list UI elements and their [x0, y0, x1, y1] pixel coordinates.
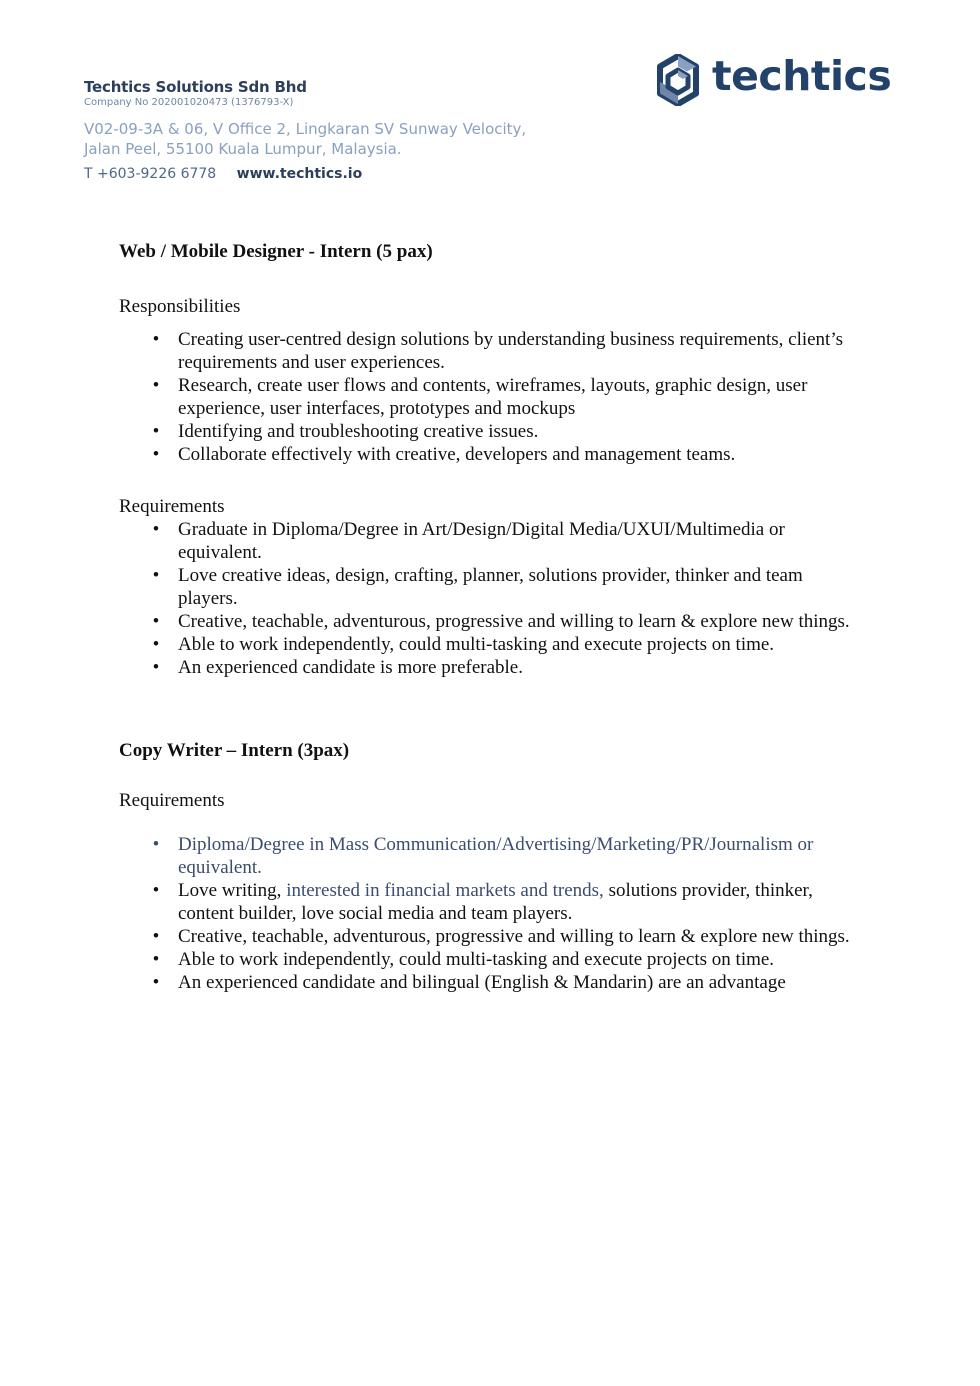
company-address — [84, 119, 584, 159]
bullet-icon: • — [152, 657, 160, 678]
company-name: Techtics Solutions Sdn Bhd — [84, 78, 307, 96]
address-line-1: V02-09-3A & 06, V Office 2, Lingkaran SV Sunway Velocity, — [84, 120, 527, 138]
list-item: • Identifying and troubleshooting creative issues. — [152, 421, 539, 442]
list-item: • Creative, teachable, adventurous, progressive and willing to learn & explore new things. — [152, 926, 850, 947]
job-title-copy-writer: Copy Writer – Intern (3pax) — [119, 740, 350, 761]
bullet-icon: • — [152, 329, 160, 350]
requirements-heading: Requirements — [119, 790, 225, 811]
logo-wordmark: techtics — [712, 52, 892, 100]
bullet-icon: • — [152, 880, 160, 901]
bullet-icon: • — [152, 565, 160, 586]
letterhead — [0, 0, 980, 200]
requirements-list — [119, 518, 859, 679]
responsibilities-list — [119, 328, 859, 466]
job-title-web-designer: Web / Mobile Designer - Intern (5 pax) — [119, 241, 433, 262]
list-item: • An experienced candidate is more preferable. — [152, 657, 523, 678]
bullet-icon: • — [152, 926, 160, 947]
list-item: • Love creative ideas, design, crafting, planner, solutions provider, thinker and team players. — [152, 565, 803, 609]
list-item: • Creating user-centred design solutions by understanding business requirements, client’s requirements and user experiences. — [152, 329, 844, 373]
company-number: Company No 202001020473 (1376793-X) — [84, 97, 294, 108]
bullet-icon: • — [152, 634, 160, 655]
list-item: • An experienced candidate and bilingual (English & Mandarin) are an advantage — [152, 972, 786, 993]
list-item: • Research, create user flows and contents, wireframes, layouts, graphic design, user experience, user interfaces, prototypes and mockups — [152, 375, 808, 419]
website-link[interactable]: www.techtics.io — [236, 166, 363, 182]
company-logo — [656, 54, 896, 108]
bullet-icon: • — [152, 611, 160, 632]
copywriter-requirements-list — [119, 833, 859, 994]
bullet-icon: • — [152, 444, 160, 465]
list-item: • Collaborate effectively with creative, developers and management teams. — [152, 444, 736, 465]
address-line-2: Jalan Peel, 55100 Kuala Lumpur, Malaysia. — [84, 140, 402, 158]
hexagon-logo-icon — [656, 54, 700, 106]
list-item: • Creative, teachable, adventurous, progressive and willing to learn & explore new things. — [152, 611, 850, 632]
list-item: • Able to work independently, could multi-tasking and execute projects on time. — [152, 949, 775, 970]
responsibilities-heading: Responsibilities — [119, 296, 241, 317]
list-item: • Diploma/Degree in Mass Communication/Advertising/Marketing/PR/Journalism or equivalent. — [152, 834, 814, 878]
bullet-icon: • — [152, 519, 160, 540]
list-item: • Graduate in Diploma/Degree in Art/Design/Digital Media/UXUI/Multimedia or equivalent. — [152, 519, 785, 563]
list-item: • Love writing, interested in financial markets and trends, solutions provider, thinker, content builder, love social media and team players. — [152, 880, 813, 924]
bullet-icon: • — [152, 421, 160, 442]
phone-number: T +603-9226 6778 — [84, 166, 217, 182]
contact-line — [84, 166, 362, 182]
bullet-icon: • — [152, 375, 160, 396]
bullet-icon: • — [152, 949, 160, 970]
bullet-icon: • — [152, 834, 160, 855]
requirements-heading: Requirements — [119, 496, 225, 517]
list-item: • Able to work independently, could multi-tasking and execute projects on time. — [152, 634, 775, 655]
document-body — [119, 240, 859, 994]
bullet-icon: • — [152, 972, 160, 993]
